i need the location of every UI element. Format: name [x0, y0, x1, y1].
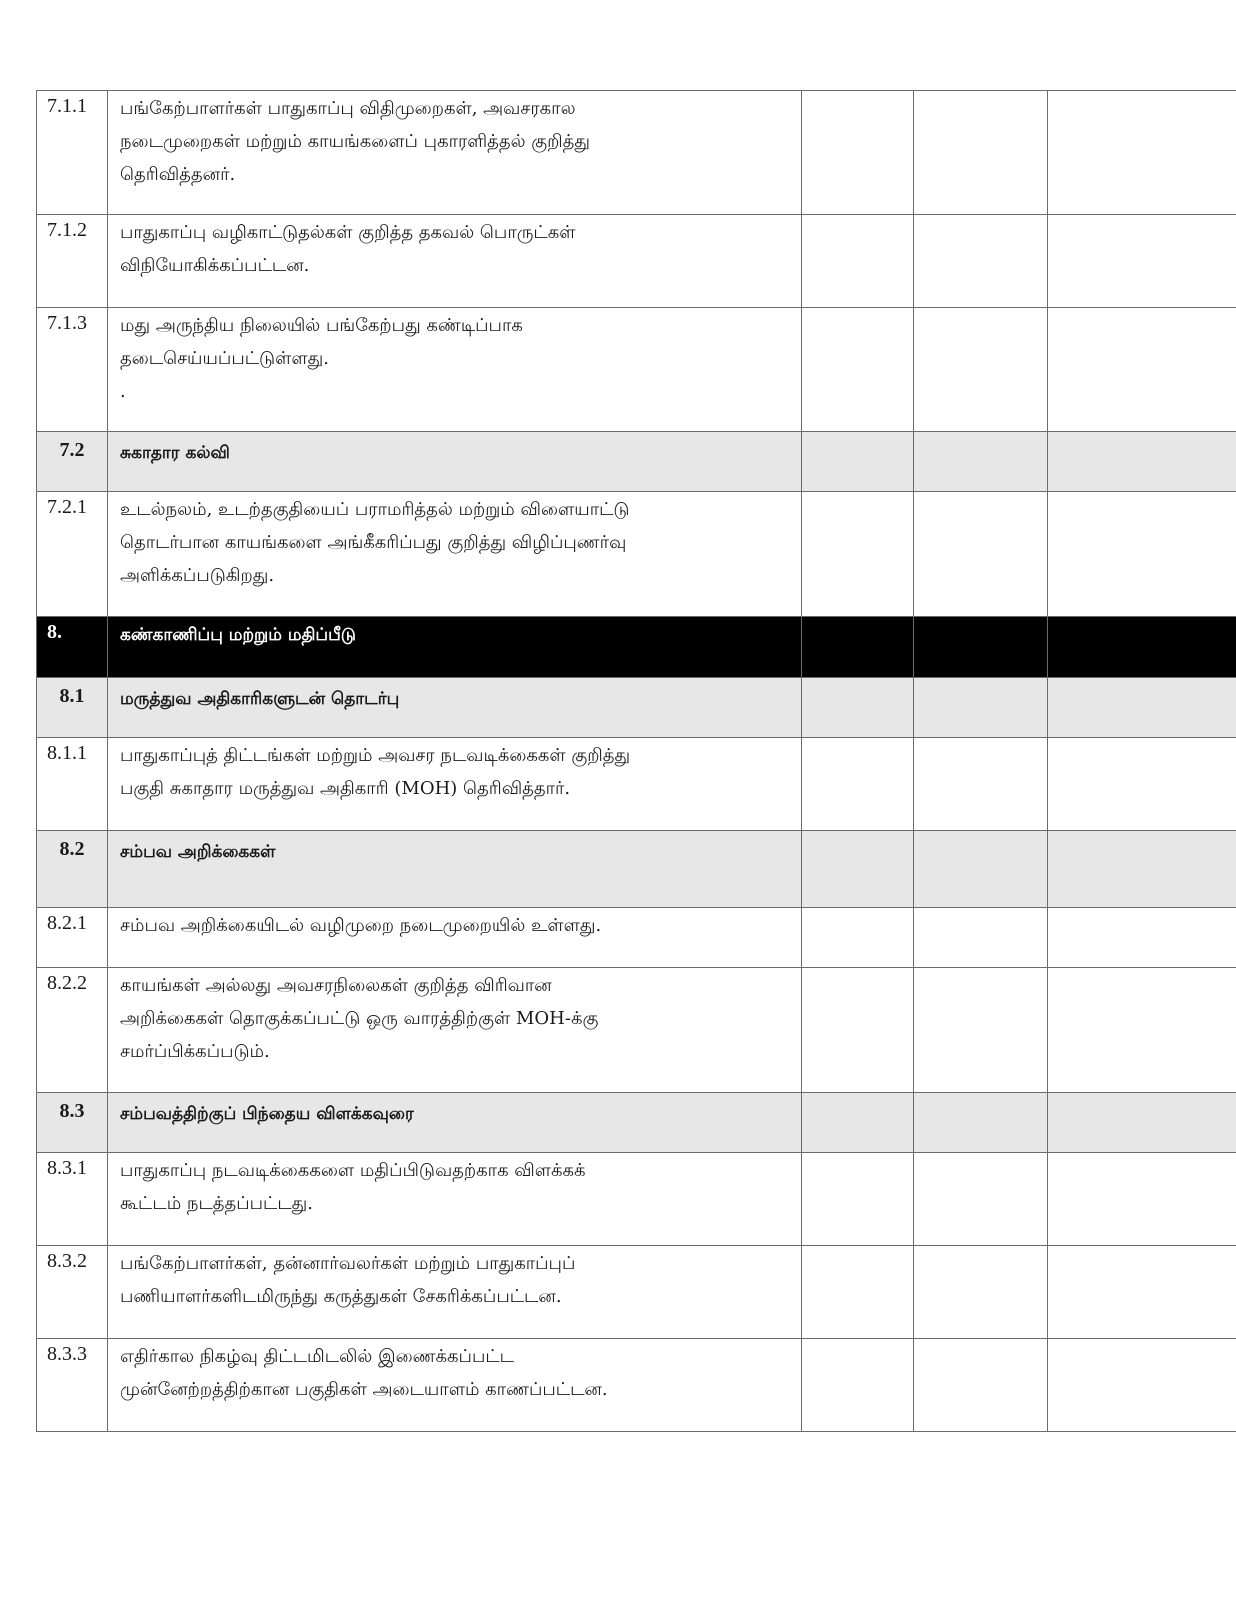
item-number: 7.2	[37, 432, 108, 492]
description-line: எதிர்கால நிகழ்வு திட்டமிடலில் இணைக்கப்பட்ட	[120, 1346, 514, 1367]
checklist-blank-cell	[1048, 1339, 1236, 1432]
description-line: பாதுகாப்புத் திட்டங்கள் மற்றும் அவசர நடவடிக்கைகள் குறித்து	[120, 745, 631, 766]
description-line: பாதுகாப்பு நடவடிக்கைகளை மதிப்பிடுவதற்காக விளக்கக்	[120, 1160, 586, 1181]
checklist-blank-cell	[802, 968, 914, 1093]
description-line: அறிக்கைகள் தொகுக்கப்பட்டு ஒரு வாரத்திற்குள் MOH-க்கு	[120, 1008, 599, 1029]
description-line: பாதுகாப்பு வழிகாட்டுதல்கள் குறித்த தகவல் பொருட்கள்	[120, 222, 576, 243]
checklist-blank-cell	[914, 1093, 1048, 1153]
item-number: 8.1.1	[37, 738, 108, 831]
checklist-row	[37, 215, 1236, 308]
description-line: விநியோகிக்கப்பட்டன.	[120, 255, 310, 276]
checklist-row	[37, 968, 1236, 1093]
checklist-blank-cell	[802, 432, 914, 492]
checklist-row	[37, 1246, 1236, 1339]
checklist-blank-cell	[914, 968, 1048, 1093]
checklist-blank-cell	[1048, 308, 1236, 432]
item-number: 7.2.1	[37, 492, 108, 617]
subsection-header-row	[37, 831, 1236, 908]
item-number: 8.	[37, 617, 108, 678]
description-line: தொடர்பான காயங்களை அங்கீகரிப்பது குறித்து விழிப்புணர்வு	[120, 532, 627, 553]
checklist-blank-cell	[914, 1246, 1048, 1339]
checklist-blank-cell	[1048, 432, 1236, 492]
description-line: கூட்டம் நடத்தப்பட்டது.	[120, 1193, 314, 1214]
checklist-blank-cell	[1048, 617, 1236, 678]
checklist-blank-cell	[914, 678, 1048, 738]
checklist-blank-cell	[914, 215, 1048, 308]
description-line: பங்கேற்பாளர்கள், தன்னார்வலர்கள் மற்றும் பாதுகாப்புப்	[120, 1253, 576, 1274]
checklist-blank-cell	[914, 432, 1048, 492]
section-header-row	[37, 617, 1236, 678]
description-line: சமர்ப்பிக்கப்படும்.	[120, 1041, 270, 1062]
checklist-blank-cell	[802, 617, 914, 678]
checklist-blank-cell	[802, 215, 914, 308]
description-line: காயங்கள் அல்லது அவசரநிலைகள் குறித்த விரிவான	[120, 975, 552, 996]
checklist-row	[37, 91, 1236, 215]
checklist-blank-cell	[802, 908, 914, 968]
item-description	[108, 908, 802, 968]
checklist-blank-cell	[802, 831, 914, 908]
description-line: பங்கேற்பாளர்கள் பாதுகாப்பு விதிமுறைகள், அவசரகால	[120, 98, 576, 119]
checklist-blank-cell	[802, 1246, 914, 1339]
checklist-blank-cell	[802, 738, 914, 831]
checklist-blank-cell	[914, 738, 1048, 831]
checklist-row	[37, 492, 1236, 617]
checklist-blank-cell	[914, 831, 1048, 908]
description-line: தெரிவித்தனர்.	[120, 164, 236, 185]
subsection-title: மருத்துவ அதிகாரிகளுடன் தொடர்பு	[108, 678, 802, 738]
checklist-row	[37, 738, 1236, 831]
checklist-blank-cell	[1048, 1246, 1236, 1339]
checklist-blank-cell	[1048, 831, 1236, 908]
item-number: 8.2	[37, 831, 108, 908]
item-number: 8.1	[37, 678, 108, 738]
description-line: பணியாளர்களிடமிருந்து கருத்துகள் சேகரிக்கப்பட்டன.	[120, 1286, 562, 1307]
item-description	[108, 308, 802, 432]
subsection-title: சம்பவ அறிக்கைகள்	[108, 831, 802, 908]
checklist-blank-cell	[1048, 215, 1236, 308]
item-number: 7.1.1	[37, 91, 108, 215]
item-description	[108, 91, 802, 215]
checklist-blank-cell	[914, 91, 1048, 215]
checklist-blank-cell	[914, 1153, 1048, 1246]
checklist-blank-cell	[802, 1339, 914, 1432]
description-line: .	[120, 381, 126, 402]
checklist-row	[37, 308, 1236, 432]
description-line: மது அருந்திய நிலையில் பங்கேற்பது கண்டிப்பாக	[120, 315, 523, 336]
checklist-blank-cell	[802, 492, 914, 617]
item-number: 8.3.2	[37, 1246, 108, 1339]
description-line: நடைமுறைகள் மற்றும் காயங்களைப் புகாரளித்தல் குறித்து	[120, 131, 591, 152]
checklist-blank-cell	[914, 492, 1048, 617]
checklist-blank-cell	[802, 1093, 914, 1153]
checklist-row	[37, 908, 1236, 968]
item-description	[108, 1246, 802, 1339]
checklist-blank-cell	[914, 1339, 1048, 1432]
description-line: முன்னேற்றத்திற்கான பகுதிகள் அடையாளம் காணப்பட்டன.	[120, 1379, 608, 1400]
item-description	[108, 492, 802, 617]
item-number: 7.1.3	[37, 308, 108, 432]
item-description	[108, 1153, 802, 1246]
checklist-table	[36, 90, 1236, 1432]
checklist-blank-cell	[914, 308, 1048, 432]
checklist-row	[37, 1339, 1236, 1432]
item-number: 7.1.2	[37, 215, 108, 308]
item-number: 8.2.2	[37, 968, 108, 1093]
item-number: 8.3.3	[37, 1339, 108, 1432]
checklist-blank-cell	[1048, 492, 1236, 617]
item-number: 8.2.1	[37, 908, 108, 968]
section-title: கண்காணிப்பு மற்றும் மதிப்பீடு	[108, 617, 802, 678]
checklist-blank-cell	[1048, 738, 1236, 831]
checklist-blank-cell	[802, 91, 914, 215]
item-number: 8.3.1	[37, 1153, 108, 1246]
checklist-blank-cell	[914, 908, 1048, 968]
description-line: உடல்நலம், உடற்தகுதியைப் பராமரித்தல் மற்றும் விளையாட்டு	[120, 499, 630, 520]
description-line: பகுதி சுகாதார மருத்துவ அதிகாரி (MOH) தெரிவித்தார்.	[120, 778, 571, 799]
checklist-blank-cell	[1048, 908, 1236, 968]
description-line: சம்பவ அறிக்கையிடல் வழிமுறை நடைமுறையில் உள்ளது.	[120, 915, 602, 936]
checklist-blank-cell	[1048, 91, 1236, 215]
checklist-blank-cell	[802, 678, 914, 738]
checklist-blank-cell	[1048, 1153, 1236, 1246]
subsection-header-row	[37, 678, 1236, 738]
subsection-title: சுகாதார கல்வி	[108, 432, 802, 492]
item-description	[108, 215, 802, 308]
description-line: அளிக்கப்படுகிறது.	[120, 565, 275, 586]
item-description	[108, 968, 802, 1093]
description-line: தடைசெய்யப்பட்டுள்ளது.	[120, 348, 329, 369]
item-description	[108, 1339, 802, 1432]
subsection-header-row	[37, 432, 1236, 492]
item-number: 8.3	[37, 1093, 108, 1153]
checklist-row	[37, 1153, 1236, 1246]
subsection-header-row	[37, 1093, 1236, 1153]
checklist-blank-cell	[802, 308, 914, 432]
item-description	[108, 738, 802, 831]
checklist-blank-cell	[802, 1153, 914, 1246]
checklist-blank-cell	[1048, 968, 1236, 1093]
checklist-blank-cell	[914, 617, 1048, 678]
checklist-blank-cell	[1048, 1093, 1236, 1153]
checklist-blank-cell	[1048, 678, 1236, 738]
subsection-title: சம்பவத்திற்குப் பிந்தைய விளக்கவுரை	[108, 1093, 802, 1153]
